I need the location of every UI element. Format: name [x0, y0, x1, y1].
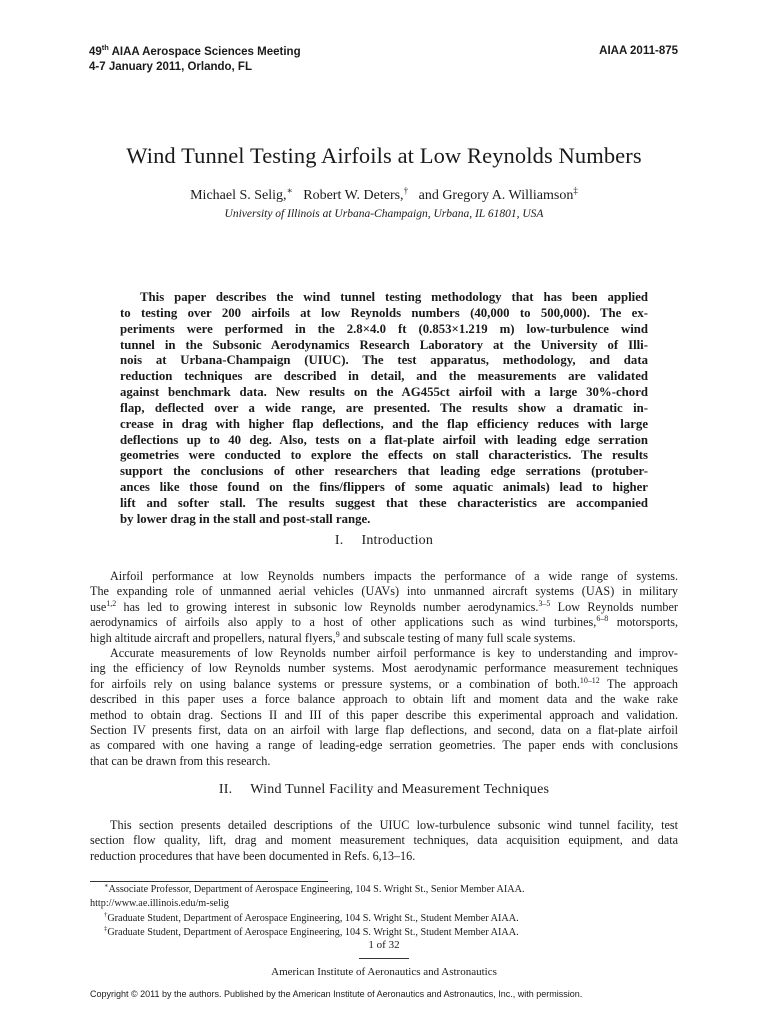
abstract-line: reduction techniques are described in detail, and the measurements are validated — [120, 369, 648, 384]
footnote-2 — [90, 912, 678, 926]
author-3-mark: ‡ — [573, 185, 578, 196]
footnote-mark: ‡ — [104, 925, 108, 933]
text-run: has led to growing interest in subsonic low Reynolds number aerodynamics. — [116, 599, 539, 614]
text-run: The approach — [599, 676, 678, 691]
author-1: Michael S. Selig, — [190, 188, 287, 203]
footnote-1 — [90, 883, 678, 897]
abstract-line: periments were performed in the 2.8×4.0 ft (0.853×1.219 m) low-turbulence wind — [120, 321, 648, 336]
text-run: high altitude aircraft and propellers, natural flyers, — [90, 630, 336, 645]
text-run: motorsports, — [608, 615, 678, 630]
abstract-line: geometries were conducted to explore the effects on stall characteristics. The results — [120, 448, 648, 463]
text-line — [90, 600, 678, 615]
text-line — [90, 631, 678, 646]
footnote-text: Graduate Student, Department of Aerospace Engineering, 104 S. Wright St., Student Member AIAA. — [107, 912, 519, 924]
author-2: Robert W. Deters, — [303, 188, 404, 203]
copyright-notice: Copyright © 2011 by the authors. Published by the American Institute of Aeronautics and Astronautics, Inc., with permission. — [90, 989, 583, 999]
citation: 10–12 — [579, 675, 600, 685]
text-line: Section IV presents first, data on an airfoil with large flap deflections, and second, data on a flat-plate airfoil — [90, 723, 678, 738]
abstract-line: crease in drag with higher flap deflections, and the flap efficiency reduces with large — [120, 416, 648, 431]
text-line: described in this paper uses a force balance approach to obtain lift and moment data and the wake rake — [90, 692, 678, 707]
footnote-text: Graduate Student, Department of Aerospace Engineering, 104 S. Wright St., Student Member AIAA. — [107, 927, 519, 939]
text-line: as compared with one having a range of leading-edge serration geometries. The paper ends with conclusions — [90, 738, 678, 753]
abstract-line: lift and softer stall. The results suggest that these characteristics are accompanied — [120, 495, 648, 510]
citation: 9 — [335, 629, 340, 639]
text-run: for airfoils rely on using balance systems or pressure systems, or a combination of both. — [90, 676, 580, 691]
text-line: Accurate measurements of low Reynolds number airfoil performance is key to understanding and improv- — [110, 646, 678, 660]
organization-name: American Institute of Aeronautics and Astronautics — [271, 966, 497, 978]
section2-paragraph — [90, 818, 678, 864]
abstract-line: ances like those found on the fins/flippers of some aquatic animals) lead to higher — [120, 480, 648, 495]
intro-paragraph-2 — [90, 646, 678, 769]
meeting-number: 49 — [89, 46, 102, 58]
abstract-line: This paper describes the wind tunnel testing methodology that has been applied — [140, 290, 648, 304]
abstract-line: nois at Urbana-Champaign (UIUC). The test apparatus, methodology, and data — [120, 353, 648, 368]
abstract-line: flap, deflected over a wide range, are presented. The results show a dramatic in- — [120, 400, 648, 415]
section-number: II. — [218, 782, 233, 797]
section-title: Introduction — [361, 533, 434, 548]
author-2-mark: † — [403, 185, 409, 196]
footnote-text: Associate Professor, Department of Aerospace Engineering, 104 S. Wright St., Senior Member AIAA. — [108, 884, 525, 895]
affiliation: University of Illinois at Urbana-Champaign, Urbana, IL 61801, USA — [224, 208, 544, 220]
citation: 6–8 — [596, 614, 609, 624]
text-line: ing the efficiency of low Reynolds number systems. Most aerodynamic performance measurement techniques — [90, 661, 678, 676]
text-run: use — [90, 599, 107, 614]
intro-paragraph-1 — [90, 569, 678, 646]
abstract — [120, 290, 648, 528]
meeting-dates: 4-7 January 2011, Orlando, FL — [89, 61, 252, 73]
text-line: reduction procedures that have been documented in Refs. 6,13–16. — [90, 848, 416, 863]
author-3: and Gregory A. Williamson — [418, 188, 574, 203]
section-number: I. — [334, 533, 344, 548]
page-number: 1 of 32 — [368, 939, 400, 951]
text-line: that can be drawn from this research. — [90, 753, 271, 768]
section-heading-introduction — [0, 533, 768, 549]
text-line — [90, 677, 678, 692]
footnote-1-url: http://www.ae.illinois.edu/m-selig — [90, 898, 229, 910]
abstract-line: to testing over 200 airfoils at low Reynolds numbers (40,000 to 500,000). The ex- — [120, 305, 648, 320]
abstract-line: tunnel in the Subsonic Aerodynamics Research Laboratory at the University of Illi- — [120, 337, 648, 352]
paper-id: AIAA 2011-875 — [599, 45, 678, 57]
text-line: Airfoil performance at low Reynolds numbers impacts the performance of a wide range of systems. — [110, 569, 678, 583]
section-title: Wind Tunnel Facility and Measurement Techniques — [250, 782, 550, 797]
footnote-mark: ∗ — [104, 882, 109, 890]
text-line: The expanding role of unmanned aerial vehicles (UAVs) into unmanned aircraft systems (UAS) in military — [90, 584, 678, 599]
text-line: method to obtain drag. Sections II and III of this paper describe this experimental approach and validation. — [90, 707, 678, 722]
text-run: Low Reynolds number — [550, 599, 678, 614]
author-list — [0, 185, 768, 204]
meeting-title: AIAA Aerospace Sciences Meeting — [108, 46, 301, 58]
abstract-line: against benchmark data. New results on the AG455ct airfoil with a large 30%-chord — [120, 385, 648, 400]
section-heading-wind-tunnel — [0, 782, 768, 798]
author-1-mark: ∗ — [286, 185, 293, 196]
text-line: This section presents detailed descriptions of the UIUC low-turbulence subsonic wind tunnel facility, test — [110, 818, 678, 832]
abstract-line: deflections up to 40 deg. Also, tests on a flat-plate airfoil with leading edge serration — [120, 432, 648, 447]
citation: 3–5 — [538, 598, 551, 608]
abstract-line: by lower drag in the stall and post-stall range. — [120, 511, 371, 526]
footnotes — [90, 883, 678, 941]
text-line: section flow quality, lift, drag and moment measurement techniques, data acquisition equipment, and data — [90, 833, 678, 848]
abstract-line: support the conclusions of other researchers that leading edge serrations (protuber- — [120, 464, 648, 479]
meeting-ordinal: th — [101, 43, 109, 53]
meeting-name — [89, 45, 301, 60]
text-run: and subscale testing of many full scale systems. — [339, 630, 576, 645]
citation: 1,2 — [106, 598, 117, 608]
conference-header — [89, 45, 301, 75]
text-line — [90, 615, 678, 630]
paper-title: Wind Tunnel Testing Airfoils at Low Reynolds Numbers — [126, 143, 642, 168]
page-number-rule — [359, 958, 409, 959]
footnote-mark: † — [104, 911, 108, 919]
footnote-rule — [90, 881, 328, 882]
text-run: aerodynamics of airfoils also apply to a host of other applications such as wind turbines, — [90, 615, 597, 630]
